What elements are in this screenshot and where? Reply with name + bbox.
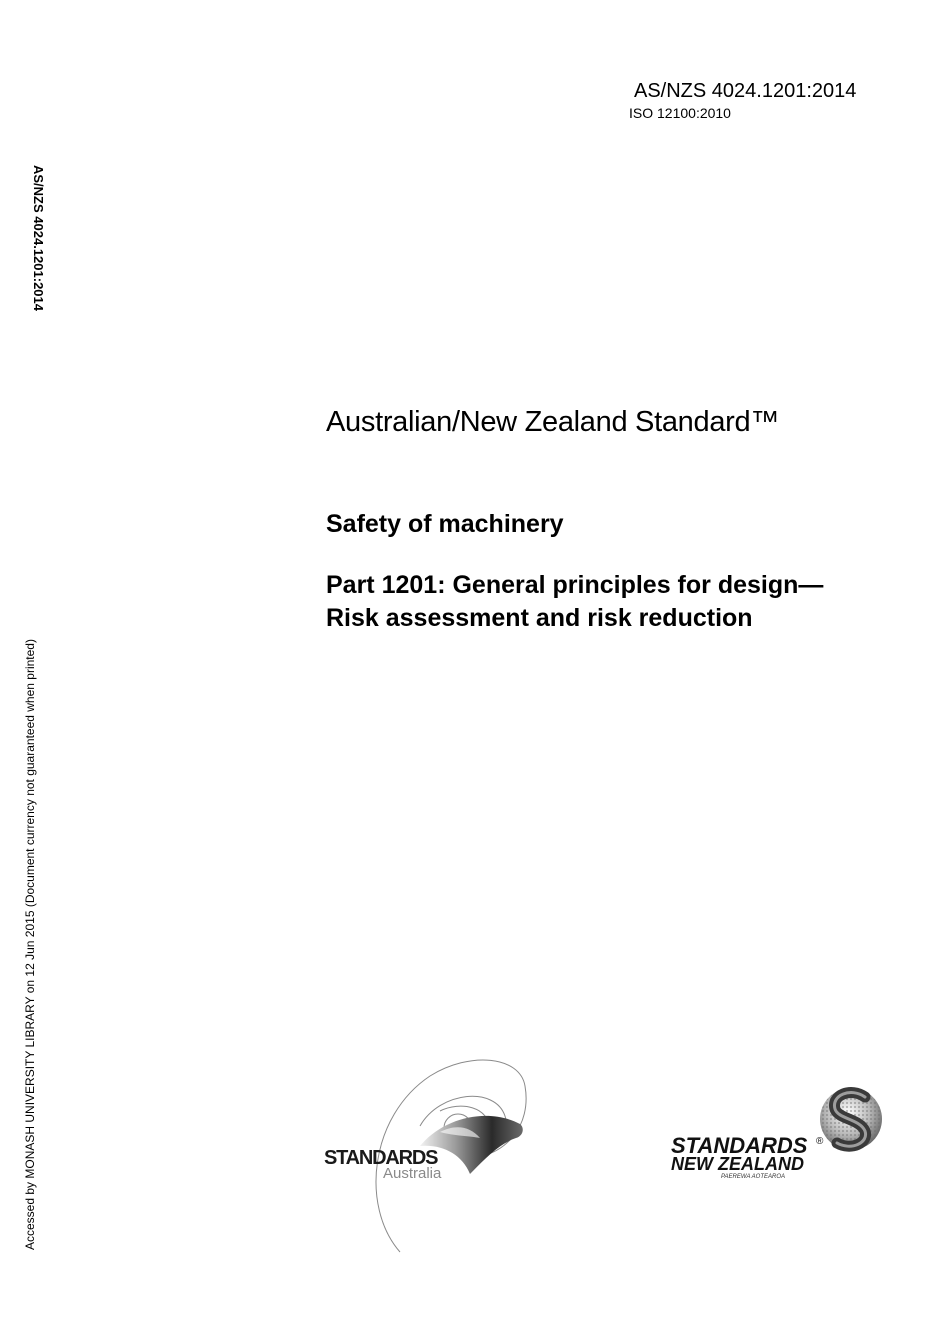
- snz-tagline: PAEREWA AOTEAROA: [721, 1174, 786, 1180]
- access-notice: Accessed by MONASH UNIVERSITY LIBRARY on 12 Jun 2015 (Document currency not guaranteed when printed): [23, 639, 37, 1250]
- standard-series: Australian/New Zealand Standard™: [326, 406, 780, 438]
- standard-number: AS/NZS 4024.1201:2014: [634, 80, 857, 102]
- spine-standard-number: AS/NZS 4024.1201:2014: [31, 165, 46, 311]
- standards-australia-logo: [320, 1046, 535, 1256]
- sa-wordmark: STANDARDS: [324, 1147, 438, 1169]
- registered-mark-icon: ®: [816, 1136, 824, 1147]
- document-title: Safety of machinery: [326, 510, 564, 538]
- standards-new-zealand-logo: [665, 1085, 890, 1185]
- s-emblem-icon: [820, 1088, 882, 1150]
- snz-wordmark-line1: STANDARDS: [671, 1133, 808, 1158]
- snz-wordmark-line2: NEW ZEALAND: [671, 1154, 804, 1174]
- sa-sub-wordmark: Australia: [383, 1165, 442, 1182]
- iso-number: ISO 12100:2010: [629, 105, 731, 121]
- document-subtitle: Part 1201: General principles for design—Risk assessment and risk reduction: [326, 571, 824, 632]
